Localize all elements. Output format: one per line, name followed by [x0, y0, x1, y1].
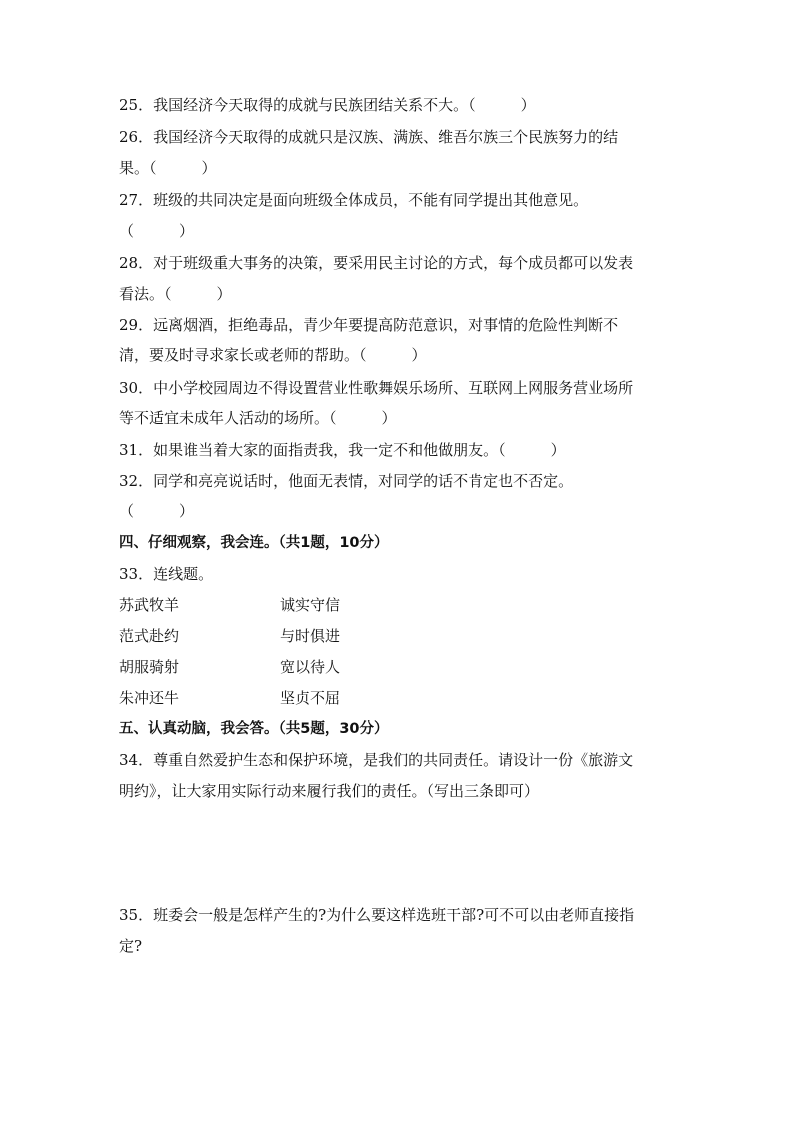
section-4-heading: 四、仔细观察，我会连。（共1题，10分） [119, 535, 389, 551]
question-27-line2: （ ） [119, 222, 195, 240]
question-26-line2: 果。（ ） [119, 159, 217, 177]
question-27-line1: 27．班级的共同决定是面向班级全体成员，不能有同学提出其他意见。 [119, 191, 589, 209]
question-35-line1: 35．班委会一般是怎样产生的?为什么要这样选班干部?可不可以由老师直接指 [119, 906, 635, 924]
question-30-line1: 30．中小学校园周边不得设置营业性歌舞娱乐场所、互联网上网服务营业场所 [119, 379, 634, 397]
question-32-line1: 32．同学和亮亮说话时，他面无表情，对同学的话不肯定也不否定。 [119, 472, 574, 490]
question-35-line2: 定? [119, 937, 143, 955]
match-right-1: 诚实守信 [280, 596, 341, 614]
match-left-1: 苏武牧羊 [119, 596, 180, 614]
question-34-line1: 34．尊重自然爱护生态和保护环境，是我们的共同责任。请设计一份《旅游文 [119, 751, 634, 769]
match-left-3: 胡服骑射 [119, 658, 180, 676]
question-26-line1: 26．我国经济今天取得的成就只是汉族、满族、维吾尔族三个民族努力的结 [119, 128, 619, 146]
question-28-line2: 看法。（ ） [119, 285, 232, 303]
question-34-line2: 明约》，让大家用实际行动来履行我们的责任。（写出三条即可） [119, 782, 540, 800]
question-28-line1: 28．对于班级重大事务的决策，要采用民主讨论的方式，每个成员都可以发表 [119, 254, 634, 272]
section-5-heading: 五、认真动脑，我会答。（共5题，30分） [119, 721, 389, 737]
question-33: 33．连线题。 [119, 565, 214, 583]
question-32-line2: （ ） [119, 502, 195, 520]
match-right-2: 与时俱进 [280, 627, 341, 645]
question-29-line1: 29．远离烟酒，拒绝毒品，青少年要提高防范意识，对事情的危险性判断不 [119, 316, 619, 334]
question-25: 25．我国经济今天取得的成就与民族团结关系不大。（ ） [119, 96, 536, 114]
question-29-line2: 清，要及时寻求家长或老师的帮助。（ ） [119, 346, 427, 364]
question-30-line2: 等不适宜未成年人活动的场所。（ ） [119, 409, 397, 427]
match-left-4: 朱冲还牛 [119, 689, 180, 707]
question-31: 31．如果谁当着大家的面指责我，我一定不和他做朋友。（ ） [119, 441, 566, 459]
match-left-2: 范式赴约 [119, 627, 180, 645]
match-right-3: 宽以待人 [280, 658, 341, 676]
match-right-4: 坚贞不屈 [280, 689, 341, 707]
